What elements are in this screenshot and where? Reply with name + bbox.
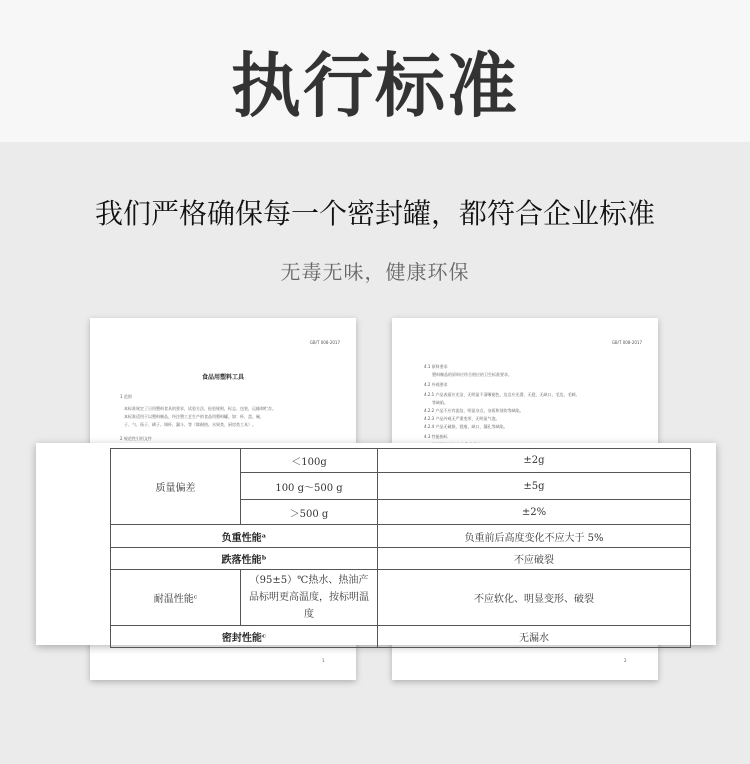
drop-value: 不应破裂 [378,548,691,570]
heat-label: 耐温性能ᶜ [111,570,241,626]
drop-label: 跌落性能ᵇ [111,548,378,570]
doc-line: 4.2 外观要求 [424,382,448,387]
mass-range: ＞500 g [241,500,378,525]
standard-code: GB/T 008-2017 [309,340,340,345]
heat-condition: （95±5）℃热水、热油产品标明更高温度，按标明温度 [241,570,378,626]
performance-table-card [36,443,716,645]
load-value: 负重前后高度变化不应大于 5% [378,525,691,548]
mass-deviation-label: 质量偏差 [111,449,241,525]
table-row [111,548,691,570]
doc-line: 等缺陷。 [432,400,448,405]
seal-label: 密封性能ᶜ [111,626,378,648]
doc-line: 塑料制品的原料应符合相应的卫生标准要求。 [432,372,512,377]
table-row [111,449,691,473]
doc-line: 本标准适用于以塑料制品，经注塑工艺生产的食品用塑料罐。如：杯、盘、碗、 [124,414,264,419]
doc-line: 4.2.1 产品表面应光洁，无明显不清晰褪色，边沿应光滑，无裂，无缺口，毛边，毛刺， [424,392,580,397]
mass-tolerance: ±5g [378,473,691,500]
page-number: 1 [322,658,325,663]
doc-line: 4.2.2 产品不应有流纹，明显杂点，杂质和划伤等缺陷。 [424,408,524,413]
doc-line: 4.2.3 产品外观无严重变形，无明显气泡。 [424,416,500,421]
headline: 我们严格确保每一个密封罐，都符合企业标准 [94,197,655,230]
performance-table [110,448,691,648]
mass-tolerance: ±2% [378,500,691,525]
mass-tolerance: ±2g [378,449,691,473]
subline: 无毒无味，健康环保 [280,260,470,284]
table-row [111,525,691,548]
standard-code: GB/T 008-2017 [611,340,642,345]
doc-line: 4.3 性能指标 [424,434,448,439]
heat-value: 不应软化、明显变形、破裂 [378,570,691,626]
table-row [111,626,691,648]
page-number: 2 [624,658,627,663]
page-title: 执行标准 [231,45,519,127]
mass-range: 100 g～500 g [241,473,378,500]
doc-line: 2 规范性引用文件 [120,436,152,441]
load-label: 负重性能ᵃ [111,525,378,548]
document-title: 食品用塑料工具 [201,374,244,381]
doc-line: 1 范围 [120,394,132,399]
doc-line: 本标准规定了日用塑料食具的要求，试验方法，检验规则，标志，包装，运输和贮存。 [124,406,276,411]
doc-line: 子、勺、筷子、刷子、调杯、漏斗、等（除耐热、水果类、厨房类工具）。 [124,422,256,427]
doc-line: 4.2.4 产品无破损，裂痕，缺口，漏孔等缺陷。 [424,424,508,429]
mass-range: ＜100g [241,449,378,473]
seal-value: 无漏水 [378,626,691,648]
table-row [111,570,691,626]
doc-line: 4.1 原料要求 [424,364,448,369]
